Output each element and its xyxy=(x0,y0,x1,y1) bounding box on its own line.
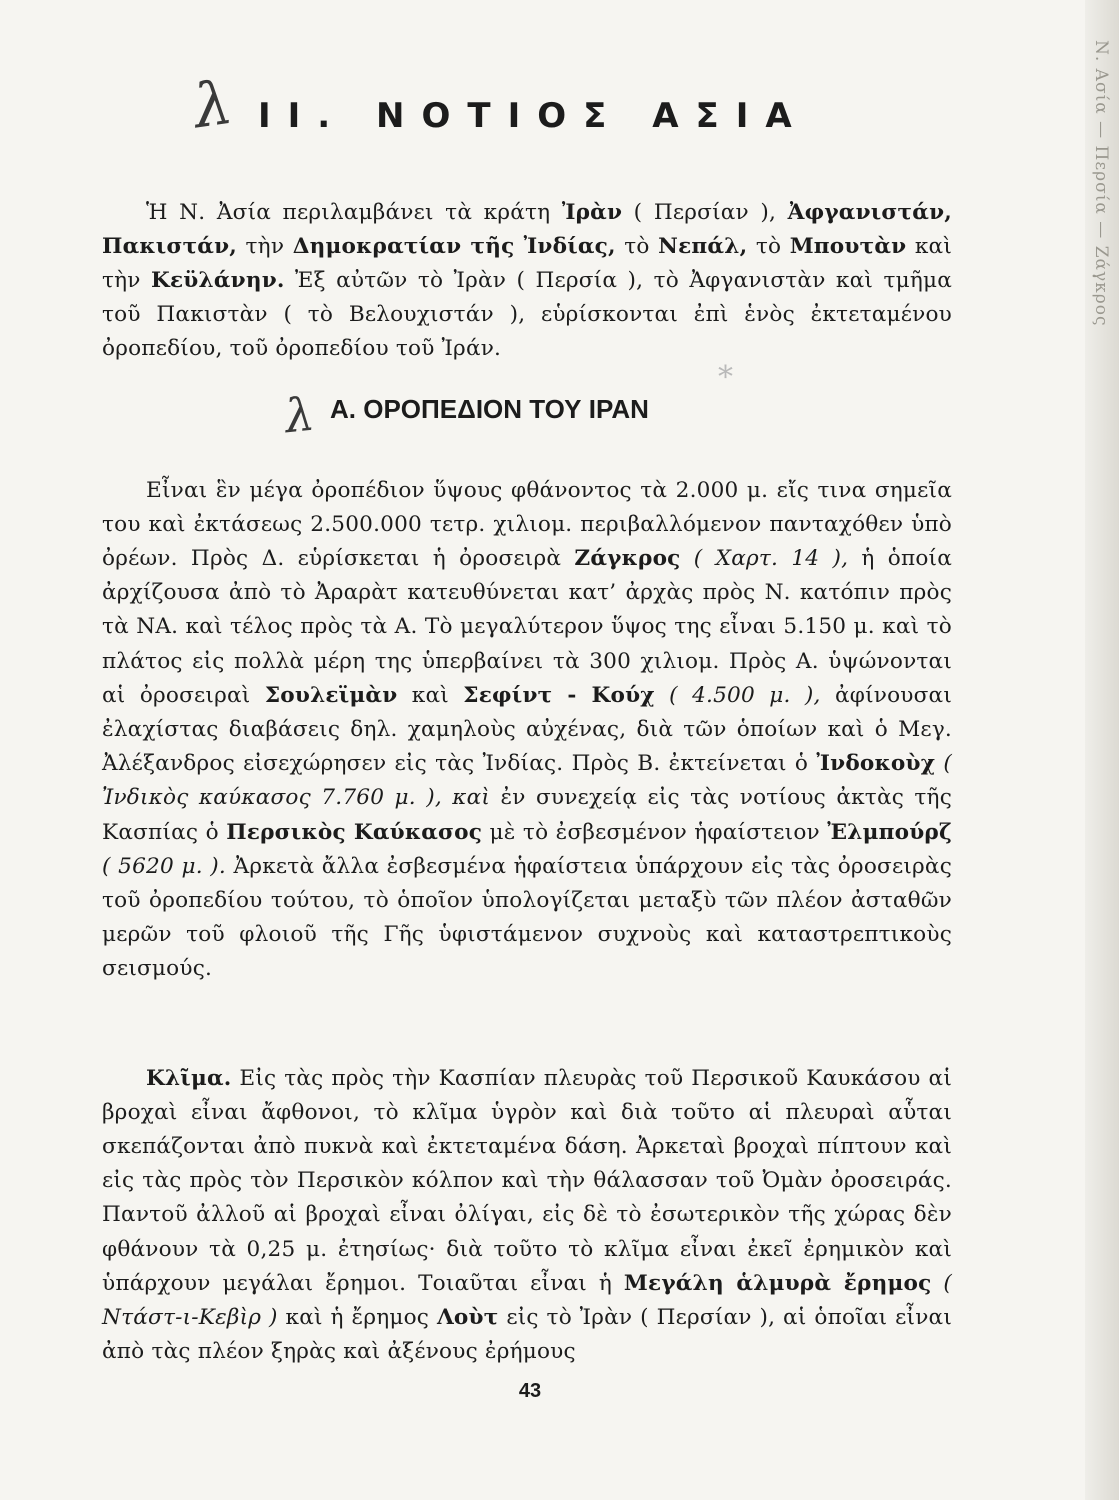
handwritten-mark: λ xyxy=(282,386,317,444)
body-paragraph: Εἶναι ἓν μέγα ὀροπέδιον ὕψους φθάνοντος τὰ 2.000 μ. εἴς τινα σημεῖα του καὶ ἐκτάσεως 2.500.000 τετρ. χιλιομ. περιβαλλόμενον πανταχόθεν ὑπὸ ὀρέων. Πρὸς Δ. εὑρίσκεται ἡ ὀροσειρὰ Ζάγκρος ( Χαρτ. 14 ), ἡ ὁποία ἀρχίζουσα ἀπὸ τὸ Ἀραρὰτ κατευθύνεται κατ’ ἀρχὰς πρὸς Ν. κατόπιν πρὸς τὰ ΝΑ. καὶ τέλος πρὸς τὰ Α. Τὸ μεγαλύτερον ὕψος της εἶναι 5.150 μ. καὶ τὸ πλάτος εἰς πολλὰ μέρη της ὑπερβαίνει τὰ 300 χιλιομ. Πρὸς Α. ὑψώνονται αἱ ὀροσειραὶ Σουλεϊμὰν καὶ Σεφίντ - Κούχ ( 4.500 μ. ), ἀφίνουσαι ἐλαχίστας διαβάσεις δηλ. χαμηλοὺς αὐχένας, διὰ τῶν ὁποίων καὶ ὁ Μεγ. Ἀλέξανδρος εἰσεχώρησεν εἰς τὰς Ἰνδίας. Πρὸς Β. ἐκτείνεται ὁ Ἰνδοκοὺχ ( Ἰνδικὸς καύκασος 7.760 μ. ), καὶ ἐν συνεχείᾳ εἰς τὰς νοτίους ἀκτὰς τῆς Κασπίας ὁ Περσικὸς Καύκασος μὲ τὸ ἐσβεσμένον ἡφαίστειον Ἐλμπούρζ ( 5620 μ. ). Ἀρκετὰ ἄλλα ἐσβεσμένα ἡφαίστεια ὑπάρχουν εἰς τὰς ὀροσειρὰς τοῦ ὀροπεδίου τούτου, τὸ ὁποῖον ὑπολογίζεται μεταξὺ τῶν πλέον ἀσταθῶν μερῶν τοῦ φλοιοῦ τῆς Γῆς ὑφιστάμενον συχνοὺς καὶ καταστρεπτικοὺς σεισμούς. xyxy=(102,477,952,982)
chapter-title: II. ΝΟΤΙΟΣ ΑΣΙΑ xyxy=(258,96,809,136)
spine-text: Ν. Ασία — Περσία — Ζάγκρος xyxy=(1091,40,1111,327)
book-spine xyxy=(1085,0,1119,1500)
asterisk-mark: * xyxy=(718,360,733,395)
page-number: 43 xyxy=(518,1380,542,1402)
climate-paragraph: Κλῖμα. Εἰς τὰς πρὸς τὴν Κασπίαν πλευρὰς τοῦ Περσικοῦ Καυκάσου αἱ βροχαὶ εἶναι ἄφθονοι, τὸ κλῖμα ὑγρὸν καὶ διὰ τοῦτο αἱ πλευραὶ αὗται σκεπάζονται ἀπὸ πυκνὰ καὶ ἐκτεταμένα δάση. Ἀρκεταὶ βροχαὶ πίπτουν καὶ εἰς τὰς πρὸς τὸν Περσικὸν κόλπον καὶ τὴν θάλασσαν τοῦ Ὀμὰν ὀροσειράς. Παντοῦ ἀλλοῦ αἱ βροχαὶ εἶναι ὀλίγαι, εἰς δὲ τὸ ἐσωτερικὸν τῆς χώρας δὲν φθάνουν τὰ 0,25 μ. ἐτησίως· διὰ τοῦτο τὸ κλῖμα εἶναι ἐκεῖ ἐρημικὸν καὶ ὑπάρχουν μεγάλαι ἔρημοι. Τοιαῦται εἶναι ἡ Μεγάλη ἁλμυρὰ ἔρημος ( Ντάστ-ι-Κεβὶρ ) καὶ ἡ ἔρημος Λοὺτ εἰς τὸ Ἰρὰν ( Περσίαν ), αἱ ὁποῖαι εἶναι ἀπὸ τὰς πλέον ξηρὰς καὶ ἀξένους ἐρήμους xyxy=(102,1065,952,1365)
handwritten-mark: λ xyxy=(189,67,237,143)
intro-paragraph: Ἡ Ν. Ἀσία περιλαμβάνει τὰ κράτη Ἰρὰν ( Περσίαν ), Ἀφγανιστάν, Πακιστάν, τὴν Δημοκρατίαν τῆς Ἰνδίας, τὸ Νεπάλ, τὸ Μπουτὰν καὶ τὴν Κεϋλάνην. Ἐξ αὐτῶν τὸ Ἰρὰν ( Περσία ), τὸ Ἀφγανιστὰν καὶ τμῆμα τοῦ Πακιστὰν ( τὸ Βελουχιστάν ), εὑρίσκονται ἐπὶ ἑνὸς ἐκτεταμένου ὀροπεδίου, τοῦ ὀροπεδίου τοῦ Ἰράν. xyxy=(102,199,952,362)
section-title: Α. ΟΡΟΠΕΔΙΟΝ ΤΟΥ ΙΡΑΝ xyxy=(330,394,649,424)
